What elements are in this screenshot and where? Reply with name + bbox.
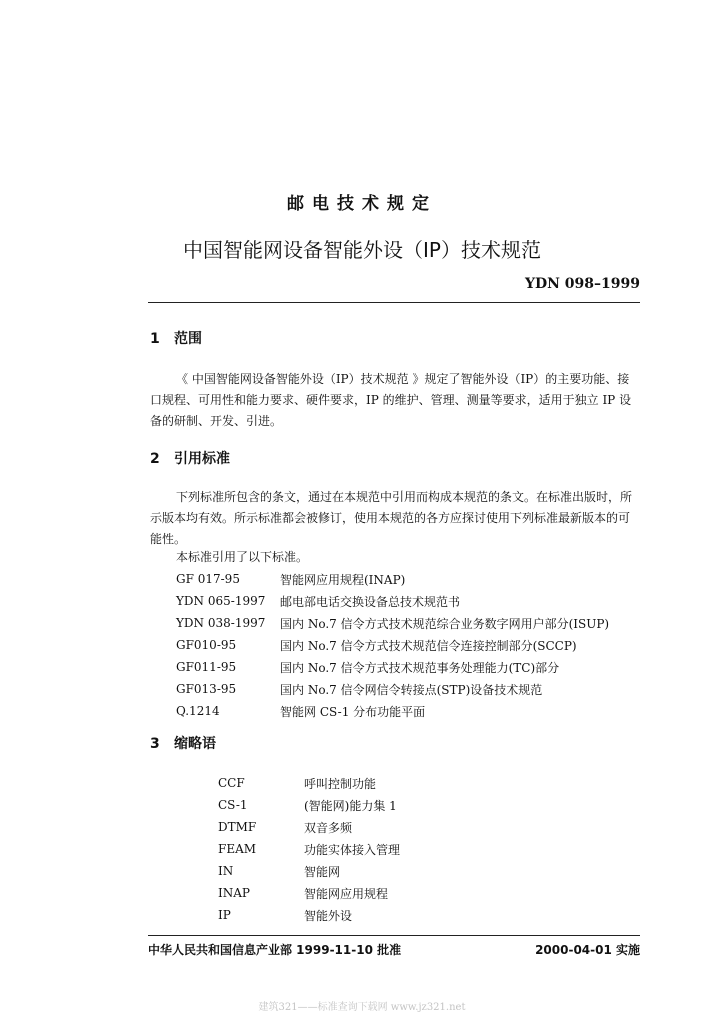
abbreviation-list [218,772,400,926]
list-item [176,568,609,590]
document-category: 邮电技术规定 [287,194,437,214]
approval-line: 中华人民共和国信息产业部 1999-11-10 批准 [148,943,402,957]
abbreviation-code: INAP [218,886,250,900]
reference-code: YDN 065-1997 [176,594,266,608]
abbreviation-code: IP [218,908,231,922]
abbreviation-meaning: 双音多频 [304,820,353,835]
list-item [176,678,609,700]
reference-name: 国内 No.7 信令方式技术规范信令连接控制部分(SCCP) [280,638,577,653]
effective-date: 2000-04-01 实施 [535,943,640,957]
list-item [218,904,400,926]
reference-code: YDN 038-1997 [176,616,266,630]
document-title: 中国智能网设备智能外设（IP）技术规范 [183,238,541,262]
abbreviation-meaning: 呼叫控制功能 [304,776,377,791]
abbreviation-code: IN [218,864,234,878]
section-title: 范围 [174,331,202,347]
reference-code: GF013-95 [176,682,237,696]
list-item [176,700,609,722]
document-code: YDN 098–1999 [525,276,640,292]
reference-code: GF010-95 [176,638,237,652]
abbreviation-meaning: (智能网)能力集 1 [304,798,397,813]
list-item [218,838,400,860]
reference-code: GF011-95 [176,660,237,674]
section-title: 缩略语 [174,736,216,752]
reference-name: 国内 No.7 信令网信令转接点(STP)设备技术规范 [280,682,543,697]
header-divider [148,302,640,303]
references-intro: 本标准引用了以下标准。 [176,550,309,564]
abbreviation-meaning: 智能网应用规程 [304,886,389,901]
abbreviation-code: DTMF [218,820,257,834]
reference-list [176,568,609,722]
abbreviation-code: CCF [218,776,245,790]
section-heading-references [150,448,230,468]
abbreviation-meaning: 功能实体接入管理 [304,842,401,857]
list-item [218,860,400,882]
footer-divider [148,935,640,936]
reference-name: 国内 No.7 信令方式技术规范综合业务数字网用户部分(ISUP) [280,616,610,631]
section-number: 3 [150,736,160,752]
scope-paragraph: 《 中国智能网设备智能外设（IP）技术规范 》规定了智能外设（IP）的主要功能、接口规程、可用性和能力要求、硬件要求，IP 的维护、管理、测量等要求，适用于独立 IP 设备的研制、开发、引进。 [150,372,632,428]
list-item [176,656,609,678]
section-number: 1 [150,331,160,347]
list-item [218,772,400,794]
section-heading-abbreviations [150,733,216,753]
reference-name: 智能网应用规程(INAP) [280,572,406,587]
abbreviation-meaning: 智能网 [304,864,341,879]
list-item [218,816,400,838]
list-item [218,882,400,904]
abbreviation-meaning: 智能外设 [304,908,353,923]
reference-name: 智能网 CS-1 分布功能平面 [280,704,426,719]
list-item [176,612,609,634]
abbreviation-code: CS-1 [218,798,248,812]
watermark: 建筑321——标准查询下载网 www.jz321.net [258,1002,466,1013]
list-item [176,590,609,612]
reference-name: 国内 No.7 信令方式技术规范事务处理能力(TC)部分 [280,660,560,675]
references-paragraph: 下列标准所包含的条文，通过在本规范中引用而构成本规范的条文。在标准出版时，所示版本均有效。所示标准都会被修订，使用本规范的各方应探讨使用下列标准最新版本的可能性。 [150,490,633,546]
abbreviation-code: FEAM [218,842,257,856]
section-title: 引用标准 [174,451,230,467]
reference-code: GF 017-95 [176,572,240,586]
section-number: 2 [150,451,160,467]
section-heading-scope [150,328,202,348]
list-item [176,634,609,656]
list-item [218,794,400,816]
reference-code: Q.1214 [176,704,220,718]
reference-name: 邮电部电话交换设备总技术规范书 [280,594,461,609]
